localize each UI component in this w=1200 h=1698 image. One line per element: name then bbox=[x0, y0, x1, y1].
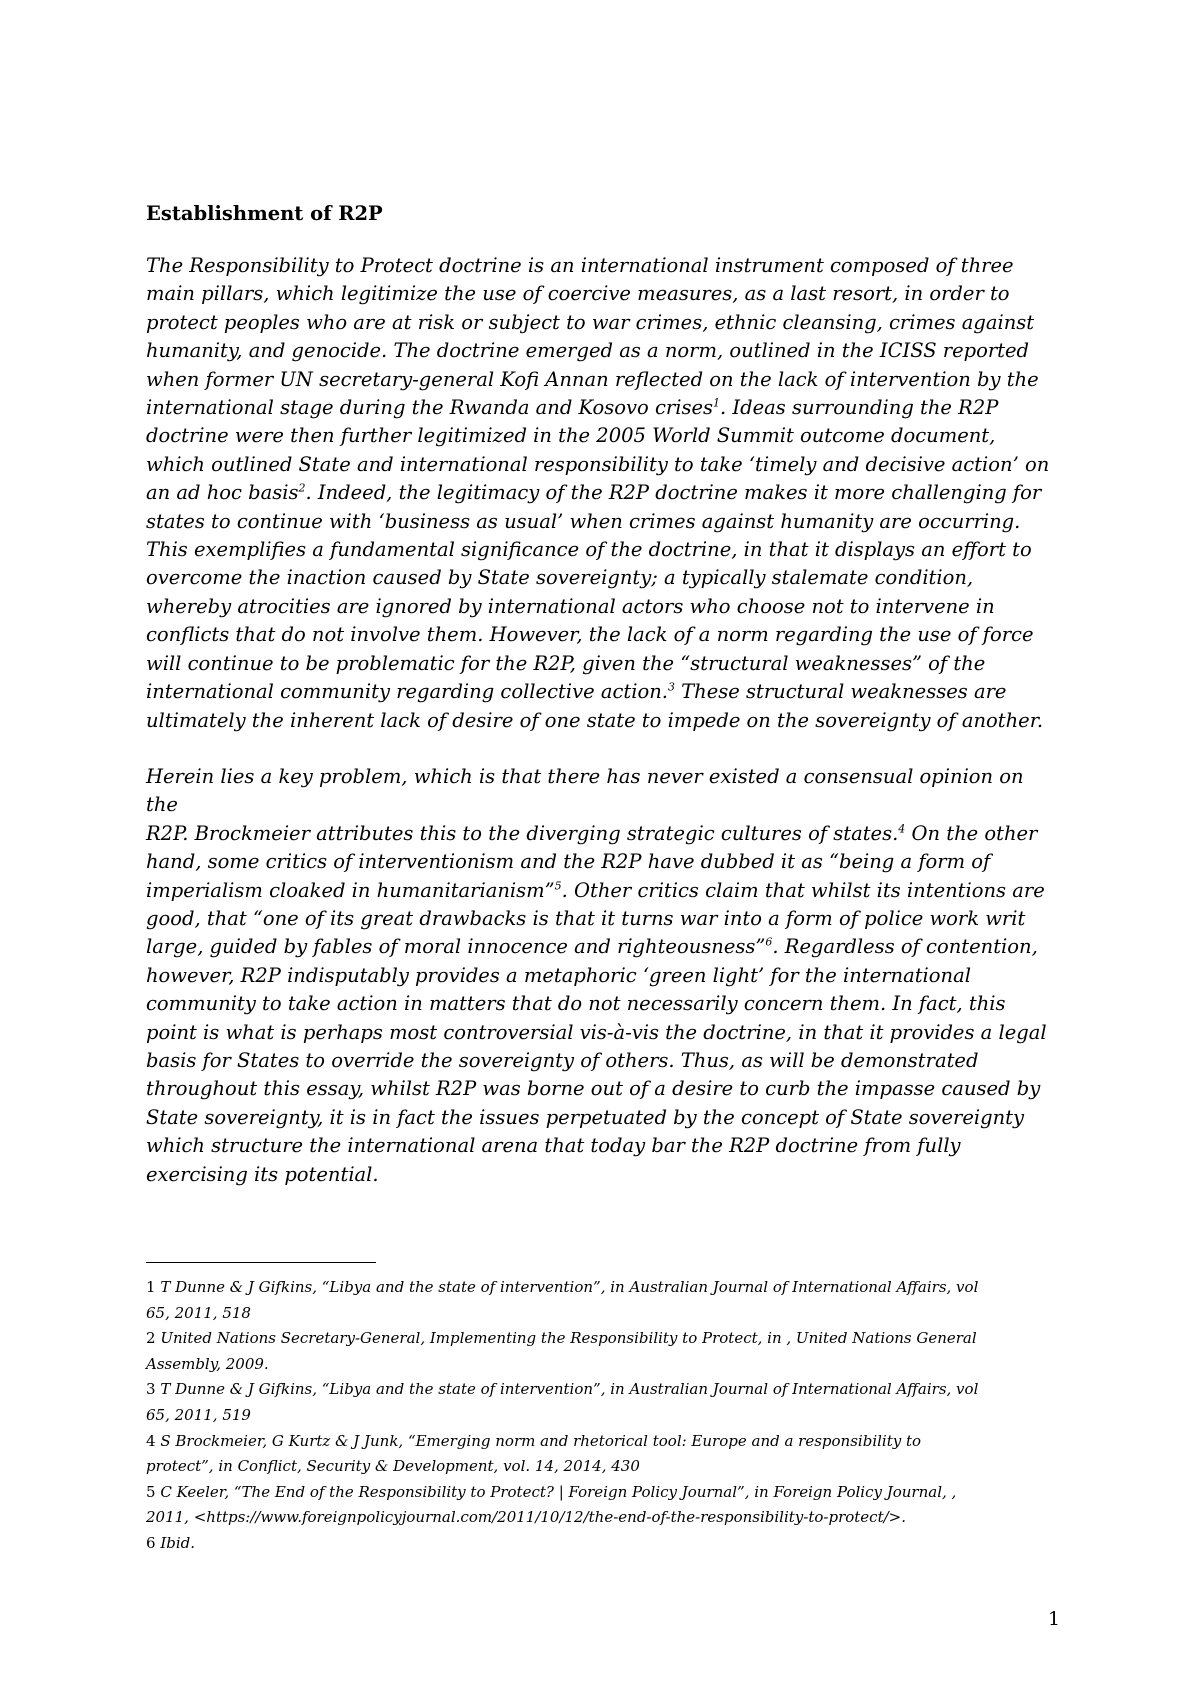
paragraph-2-line: which structure the international arena that today bar the R2P doctrine from fully bbox=[146, 1134, 961, 1158]
footnote-4 bbox=[146, 1429, 1066, 1455]
paragraph-1-line: which outlined State and international responsibility to take ‘timely and decisive action’ on bbox=[146, 452, 1050, 476]
footnote-text: Ibid. bbox=[160, 1533, 196, 1552]
paragraph-2 bbox=[146, 763, 1056, 1189]
footnote-ref-5[interactable]: 5 bbox=[554, 879, 562, 893]
footnotes-section bbox=[146, 1262, 1066, 1557]
footnote-text: United Nations Secretary-General, Implementing the Responsibility to Protect, in , United Nations General bbox=[160, 1329, 977, 1348]
paragraph-2-line: throughout this essay, whilst R2P was borne out of a desire to curb the impasse caused by bbox=[146, 1077, 1041, 1101]
footnote-number: 5 bbox=[146, 1482, 156, 1501]
footnote-text: C Keeler, “The End of the Responsibility to Protect? | Foreign Policy Journal”, in Foreign Policy Journal, , bbox=[160, 1482, 957, 1501]
footnote-1-continued: 65, 2011, 518 bbox=[146, 1303, 251, 1322]
paragraph-2-line: point is what is perhaps most controversial vis-à-vis the doctrine, in that it provides a legal bbox=[146, 1020, 1047, 1044]
footnote-text: S Brockmeier, G Kurtz & J Junk, “Emerging norm and rhetorical tool: Europe and a responsibility to bbox=[160, 1431, 922, 1450]
footnote-number: 6 bbox=[146, 1533, 156, 1552]
paragraph-2-line bbox=[146, 820, 1056, 848]
paragraph-2-text: . Other critics claim that whilst its intentions are bbox=[561, 878, 1045, 902]
paragraph-1-text: an ad hoc basis bbox=[146, 481, 299, 505]
footnote-4-continued: protect”, in Conflict, Security & Development, vol. 14, 2014, 430 bbox=[146, 1457, 640, 1476]
paragraph-2-line: basis for States to override the sovereignty of others. Thus, as will be demonstrated bbox=[146, 1048, 979, 1072]
paragraph-2-line bbox=[146, 877, 1056, 905]
paragraph-2-line: community to take action in matters that do not necessarily concern them. In fact, this bbox=[146, 992, 1006, 1016]
paragraph-1-text: international stage during the Rwanda and Kosovo crises bbox=[146, 396, 714, 420]
footnote-ref-1[interactable]: 1 bbox=[713, 396, 721, 410]
footnote-number: 3 bbox=[146, 1380, 156, 1399]
footnote-number: 1 bbox=[146, 1278, 156, 1296]
paragraph-1-line bbox=[146, 678, 1056, 706]
paragraph-2-text: imperialism cloaked in humanitarianism” bbox=[146, 878, 555, 902]
paragraph-2-line: State sovereignty, it is in fact the issues perpetuated by the concept of State sovereignty bbox=[146, 1105, 1025, 1129]
paragraph-1-line: overcome the inaction caused by State sovereignty; a typically stalemate condition, bbox=[146, 566, 974, 590]
paragraph-1-line: states to continue with ‘business as usual’ when crimes against humanity are occurring. bbox=[146, 509, 1021, 533]
paragraph-1-line: protect peoples who are at risk or subject to war crimes, ethnic cleansing, crimes against bbox=[146, 310, 1035, 334]
footnote-ref-2[interactable]: 2 bbox=[298, 481, 306, 495]
footnote-3 bbox=[146, 1377, 1066, 1403]
footnote-2 bbox=[146, 1326, 1066, 1352]
paragraph-1-line: will continue to be problematic for the R2P, given the “structural weaknesses” of the bbox=[146, 651, 986, 675]
paragraph-2-text: On the other bbox=[905, 821, 1038, 845]
paragraph-1-line: doctrine were then further legitimized in the 2005 World Summit outcome document, bbox=[146, 424, 996, 448]
page-number: 1 bbox=[1048, 1608, 1061, 1630]
footnote-ref-3[interactable]: 3 bbox=[667, 680, 675, 694]
paragraph-1-line: main pillars, which legitimize the use of coercive measures, as a last resort, in order to bbox=[146, 282, 1010, 306]
footnote-ref-4[interactable]: 4 bbox=[898, 822, 906, 836]
paragraph-spacer bbox=[146, 735, 1056, 763]
footnote-text: T Dunne & J Gifkins, “Libya and the state of intervention”, in Australian Journal of International Affairs, vol bbox=[160, 1278, 979, 1296]
paragraph-1-text: . Ideas surrounding the R2P bbox=[720, 396, 999, 420]
paragraph-2-line: Herein lies a key problem, which is that there has never existed a consensual opinion on the bbox=[146, 764, 1024, 817]
paragraph-1 bbox=[146, 252, 1056, 735]
paragraph-2-line: good, that “one of its great drawbacks is that it turns war into a form of police work writ bbox=[146, 906, 1026, 930]
footnote-3-continued: 65, 2011, 519 bbox=[146, 1405, 251, 1424]
footnote-1 bbox=[146, 1275, 1066, 1301]
paragraph-1-line bbox=[146, 479, 1056, 507]
footnote-2-continued: Assembly, 2009. bbox=[146, 1354, 269, 1373]
paragraph-1-text: . Indeed, the legitimacy of the R2P doctrine makes it more challenging for bbox=[305, 481, 1042, 505]
body-content bbox=[146, 200, 1056, 1189]
paragraph-2-text: large, guided by fables of moral innocence and righteousness” bbox=[146, 935, 766, 959]
footnote-5 bbox=[146, 1480, 1066, 1506]
paragraph-1-line: ultimately the inherent lack of desire of one state to impede on the sovereignty of another. bbox=[146, 708, 1044, 732]
paragraph-1-text: international community regarding collective action. bbox=[146, 680, 668, 704]
paragraph-1-line: conflicts that do not involve them. However, the lack of a norm regarding the use of force bbox=[146, 623, 1034, 647]
paragraph-1-line: whereby atrocities are ignored by international actors who choose not to intervene in bbox=[146, 594, 995, 618]
footnote-number: 2 bbox=[146, 1329, 156, 1348]
footnote-6 bbox=[146, 1531, 1066, 1557]
paragraph-1-line bbox=[146, 394, 1056, 422]
paragraph-2-line bbox=[146, 933, 1056, 961]
paragraph-2-line: however, R2P indisputably provides a metaphoric ‘green light’ for the international bbox=[146, 963, 971, 987]
paragraph-1-text: These structural weaknesses are bbox=[674, 680, 1007, 704]
paragraph-1-line: The Responsibility to Protect doctrine is an international instrument composed of three bbox=[146, 254, 1014, 277]
paragraph-2-text: . Regardless of contention, bbox=[772, 935, 1038, 959]
paragraph-2-text: R2P. Brockmeier attributes this to the diverging strategic cultures of states. bbox=[146, 821, 899, 845]
footnote-text: T Dunne & J Gifkins, “Libya and the state of intervention”, in Australian Journal of International Affairs, vol bbox=[160, 1380, 979, 1399]
paragraph-1-line: This exemplifies a fundamental significance of the doctrine, in that it displays an effort to bbox=[146, 538, 1032, 562]
footnote-ref-6[interactable]: 6 bbox=[765, 935, 773, 949]
paragraph-1-line: humanity, and genocide. The doctrine emerged as a norm, outlined in the ICISS reported bbox=[146, 339, 1030, 363]
paragraph-2-line: exercising its potential. bbox=[146, 1162, 379, 1186]
paragraph-2-line: hand, some critics of interventionism and the R2P have dubbed it as “being a form of bbox=[146, 850, 991, 874]
section-heading: Establishment of R2P bbox=[146, 202, 383, 225]
paragraph-1-line: when former UN secretary-general Kofi Annan reflected on the lack of intervention by the bbox=[146, 367, 1039, 391]
footnote-divider bbox=[146, 1262, 376, 1263]
footnote-5-link[interactable]: 2011, <https://www.foreignpolicyjournal.com/2011/10/12/the-end-of-the-responsibility-to-protect/>. bbox=[146, 1508, 906, 1527]
footnote-number: 4 bbox=[146, 1431, 156, 1450]
